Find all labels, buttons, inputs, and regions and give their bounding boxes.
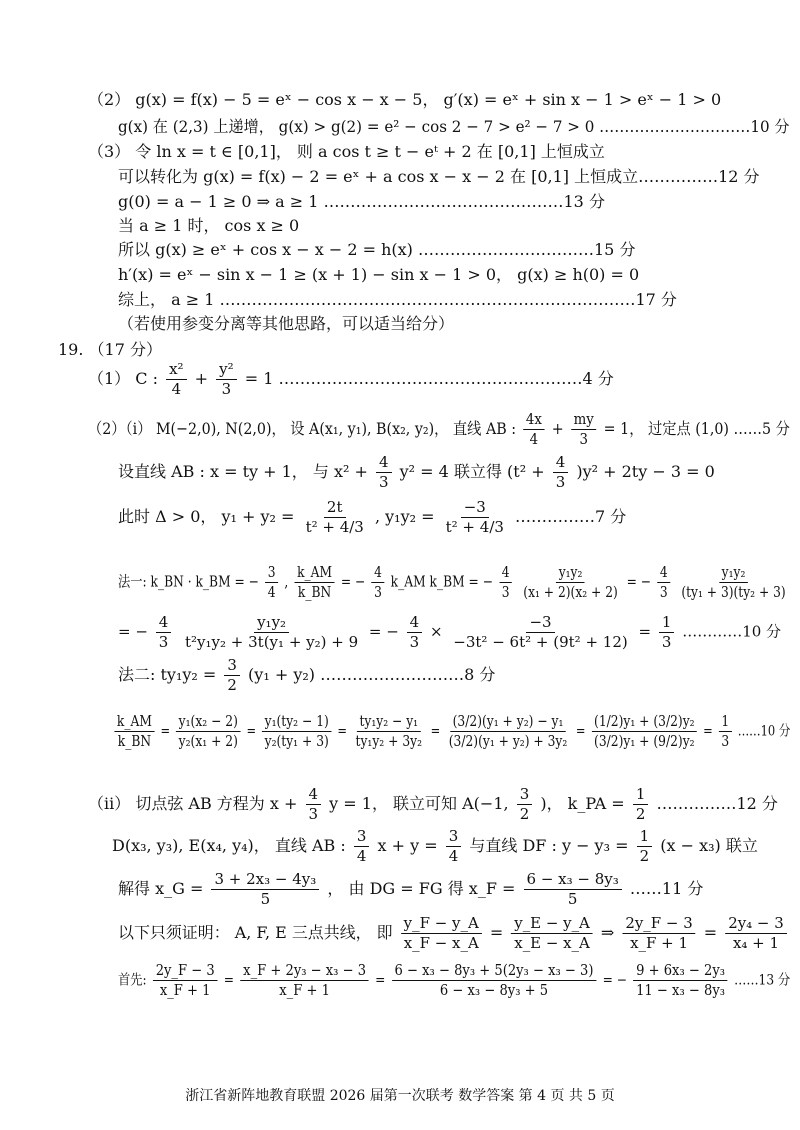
frac-den: −3t² − 6t² + (9t² + 12) — [453, 633, 628, 651]
frac-den: x_E − x_A — [514, 934, 590, 952]
ii5-lead: 首先: — [118, 972, 147, 989]
frac-den: 2 — [519, 805, 530, 823]
setline-tail: )y² + 2ty − 3 = 0 — [576, 462, 715, 481]
ii5-e1: = — [223, 972, 235, 989]
m1a-frac-1 — [265, 563, 278, 602]
q19-method2-line-a — [118, 656, 495, 695]
frac-den: 3 — [555, 473, 566, 491]
m2b-e2: = — [246, 723, 257, 740]
frac-den: 3 — [721, 732, 730, 750]
frac-den: 4 — [267, 583, 276, 601]
part3-line-4: 当 a ≥ 1 时， cos x ≥ 0 — [118, 216, 300, 235]
m1b-frac-1 — [156, 613, 172, 652]
frac-num: 6 − x₃ − 8y₃ + 5(2y₃ − x₃ − 3) — [392, 961, 596, 981]
delta-frac-prod — [443, 498, 507, 537]
m2b-frac-7 — [719, 712, 732, 751]
ii1-frac-1 — [306, 785, 322, 824]
m1a-lead: 法一: k_BN · k_BM = − — [118, 572, 259, 591]
frac-den: 3 — [501, 583, 510, 601]
frac-num: 3 + 2x₃ − 4y₃ — [211, 870, 319, 890]
frac-den: (x₁ + 2)(x₂ + 2) — [523, 583, 618, 601]
frac-den: 3 — [661, 633, 672, 651]
q19-p1-lead: （1） C : — [88, 369, 158, 388]
frac-den: 3 — [221, 380, 232, 398]
ii5-frac-1 — [153, 961, 217, 1000]
q19-p1-plus: + — [194, 369, 209, 388]
frac-num: k_AM — [114, 712, 154, 732]
m1a-frac-3 — [372, 563, 385, 602]
frac-den: 2 — [227, 676, 237, 694]
frac-den: y₂(ty₁ + 3) — [264, 732, 329, 750]
frac-num: y² — [216, 360, 237, 380]
frac-den: 3 — [158, 633, 169, 651]
q19-method2-line-b — [112, 712, 790, 751]
frac-num: −3 — [461, 498, 489, 518]
frac-den: 4 — [171, 380, 182, 398]
m1a-frac-6 — [657, 563, 670, 602]
frac-num: 4 — [657, 563, 670, 583]
q19-setline — [118, 453, 715, 492]
page-footer: 浙江省新阵地教育联盟 2026 届第一次联考 数学答案 第 4 页 共 5 页 — [185, 1088, 615, 1104]
m1a-frac-5 — [521, 563, 620, 602]
q19-p1-frac-y — [216, 360, 237, 399]
m1a-frac-4 — [499, 563, 512, 602]
ii1-frac-2 — [517, 785, 533, 824]
frac-num: y_F − y_A — [401, 914, 482, 934]
frac-num: my — [571, 410, 597, 430]
frac-num: 1 — [633, 785, 649, 805]
frac-num: 4 — [156, 613, 172, 633]
frac-den: (ty₁ + 3)(ty₂ + 3) — [681, 583, 786, 601]
setline-frac-1 — [376, 453, 392, 492]
ii3-mid: ， 由 DG = FG 得 x_F = — [327, 879, 516, 898]
frac-den: 6 − x₃ − 8y₃ + 5 — [439, 981, 549, 999]
ii2-frac-1 — [354, 827, 370, 866]
part3-line-2: 可以转化为 g(x) = f(x) − 2 = eˣ + a cos x − x − 2 在 [0,1] 上恒成立……………12 分 — [118, 167, 760, 186]
frac-num: 1 — [637, 827, 653, 847]
m1b-c3: = — [638, 622, 652, 641]
ii2-frac-2 — [446, 827, 462, 866]
m2b-e6: = — [703, 723, 713, 740]
q19-method1-line-a — [118, 563, 791, 602]
frac-den: k_BN — [297, 583, 332, 601]
m2b-e1: = — [160, 723, 171, 740]
frac-num: 3 — [354, 827, 370, 847]
ii2-lead: D(x₃, y₃), E(x₄, y₄)， 直线 AB : — [112, 836, 346, 855]
frac-den: x_F + 1 — [279, 981, 330, 999]
ii2-tail: (x − x₃) 联立 — [660, 836, 758, 855]
q19-delta-line — [118, 498, 626, 537]
m2b-frac-6 — [592, 712, 697, 751]
ii4-frac-1 — [401, 914, 482, 953]
ii3-lead: 解得 x_G = — [118, 879, 204, 898]
frac-den: 3 — [374, 583, 382, 601]
frac-den: x_F − x_A — [403, 934, 479, 952]
m1b-frac-2 — [182, 613, 361, 652]
ii2-frac-3 — [637, 827, 653, 866]
ii2-mid: x + y = — [377, 836, 438, 855]
frac-num: −3 — [526, 613, 554, 633]
frac-den: 2 — [635, 805, 646, 823]
ii4-frac-4 — [725, 914, 787, 953]
frac-num: 6 − x₃ − 8y₃ — [524, 870, 622, 890]
frac-num: 3 — [517, 785, 533, 805]
part2-line-1: （2） g(x) = f(x) − 5 = eˣ − cos x − x − 5， g′(x) = eˣ + sin x − 1 > eˣ − 1 > 0 — [88, 90, 722, 109]
ii5-tail: ……13 分 — [734, 972, 791, 989]
ii4-frac-2 — [511, 914, 593, 953]
ii5-e3: = − — [602, 972, 627, 989]
frac-num: 3 — [224, 656, 240, 676]
frac-num: 4 — [376, 453, 392, 473]
frac-den: 3 — [409, 633, 420, 651]
m1a-c4: = − — [626, 572, 652, 591]
ii1-mid2: )， k_PA = — [540, 794, 625, 813]
frac-num: y₁y₂ — [254, 613, 289, 633]
ii5-frac-4 — [633, 961, 727, 1000]
q19-p2i-lead: （2）（i） M(−2,0), N(2,0)， 设 A(x₁, y₁), B(x₂, y₂)， 直线 AB : — [88, 419, 517, 438]
ii1-frac-3 — [633, 785, 649, 824]
q19-part2i-line — [88, 410, 790, 449]
frac-den: (3/2)(y₁ + y₂) + 3y₂ — [448, 732, 568, 750]
part3-line-6: h′(x) = eˣ − sin x − 1 ≥ (x + 1) − sin x − 1 > 0， g(x) ≥ h(0) = 0 — [118, 265, 640, 284]
ii4-e2: ⇒ — [600, 923, 615, 942]
ii4-lead: 以下只须证明： A, F, E 三点共线， 即 — [118, 923, 393, 942]
ii1-lead: （ii） 切点弦 AB 方程为 x + — [88, 794, 298, 813]
frac-num: 2y_F − 3 — [622, 914, 695, 934]
frac-num: 1 — [719, 712, 732, 732]
frac-num: y_E − y_A — [511, 914, 593, 934]
q19-p2i-plus: + — [551, 419, 564, 438]
frac-den: 3 — [659, 583, 668, 601]
frac-num: 9 + 6x₃ − 2y₃ — [633, 961, 727, 981]
frac-num: 3 — [265, 563, 278, 583]
frac-den: t² + 4/3 — [305, 518, 364, 536]
frac-den: y₂(x₁ + 2) — [178, 732, 238, 750]
frac-den: 2 — [639, 847, 650, 865]
m1a-frac-7 — [679, 563, 788, 602]
part3-line-8: （若使用参变分离等其他思路，可以适当给分） — [118, 314, 455, 333]
frac-den: 4 — [356, 847, 367, 865]
m1b-frac-5 — [659, 613, 675, 652]
m2b-frac-5 — [446, 712, 569, 751]
delta-tail: ……………7 分 — [515, 507, 627, 526]
m2b-frac-3 — [262, 712, 331, 751]
m1b-c1: = − — [368, 622, 399, 641]
frac-den: 3 — [379, 473, 389, 491]
m1b-frac-3 — [407, 613, 423, 652]
q19-p1-tail: = 1 …………………………………………………4 分 — [244, 369, 614, 388]
ii1-tail: ……………12 分 — [656, 794, 778, 813]
frac-den: 4 — [529, 430, 539, 448]
frac-den: t² + 4/3 — [445, 518, 504, 536]
m2b-e3: = — [337, 723, 347, 740]
frac-den: k_BN — [117, 732, 152, 750]
ii1-mid: y = 1， 联立可知 A(−1, — [329, 794, 509, 813]
q19-p2i-frac-1 — [523, 410, 544, 449]
q19-part1-line — [88, 360, 614, 399]
m1a-frac-2 — [295, 563, 335, 602]
frac-num: 2t — [324, 498, 346, 518]
frac-num: y₁y₂ — [719, 563, 748, 583]
part3-line-1: （3） 令 ln x = t ∈ [0,1]， 则 a cos t ≥ t − eᵗ + 2 在 [0,1] 上恒成立 — [88, 142, 605, 161]
frac-num: 2y₄ − 3 — [725, 914, 787, 934]
m1a-c2: = − — [340, 572, 366, 591]
frac-num: ty₁y₂ − y₁ — [357, 712, 421, 732]
ii4-e3: = — [703, 923, 718, 942]
frac-den: x_F + 1 — [159, 981, 211, 999]
frac-den: 5 — [260, 890, 271, 908]
q19-method1-line-b — [118, 613, 781, 652]
part3-line-7: 综上， a ≥ 1 ……………………………………………………………………17 分 — [118, 290, 677, 309]
frac-num: 4 — [306, 785, 322, 805]
m2b-e5: = — [575, 723, 586, 740]
part2-line-2: g(x) 在 (2,3) 上递增， g(x) > g(2) = e² − cos 2 − 7 > e² − 7 > 0 …………………………10 分 — [118, 117, 790, 136]
frac-den: 4 — [448, 847, 459, 865]
delta-frac-sum — [303, 498, 367, 537]
q19-ii-line-4 — [118, 914, 790, 953]
delta-mid: , y₁y₂ = — [374, 507, 435, 526]
m2b-frac-2 — [176, 712, 240, 751]
frac-num: x² — [166, 360, 186, 380]
frac-num: 4 — [372, 563, 385, 583]
frac-num: 4 — [407, 613, 423, 633]
ii3-frac-2 — [524, 870, 622, 909]
frac-num: 1 — [659, 613, 675, 633]
m2a-lead: 法二: ty₁y₂ = — [118, 665, 217, 684]
q19-p2i-frac-2 — [571, 410, 597, 449]
q19-p2i-tail: = 1， 过定点 (1,0) ……5 分 — [603, 419, 790, 438]
setline-mid: y² = 4 联立得 (t² + — [399, 462, 545, 481]
ii3-frac-1 — [211, 870, 319, 909]
q19-p1-frac-x — [166, 360, 186, 399]
m2b-tail: ……10 分 — [737, 723, 791, 740]
q19-ii-line-3 — [118, 870, 703, 909]
ii5-frac-2 — [241, 961, 369, 1000]
ii2-mid2: 与直线 DF : y − y₃ = — [469, 836, 629, 855]
frac-den: x₄ + 1 — [732, 934, 779, 952]
frac-num: 3 — [446, 827, 462, 847]
ii4-e1: = — [489, 923, 504, 942]
frac-num: (3/2)(y₁ + y₂) − y₁ — [450, 712, 566, 732]
m1a-c1: , — [284, 572, 289, 591]
part3-line-5: 所以 g(x) ≥ eˣ + cos x − x − 2 = h(x) ……………………………15 分 — [118, 240, 636, 259]
q19-ii-line-5 — [118, 961, 790, 1000]
frac-num: 4 — [499, 563, 512, 583]
frac-num: 2y_F − 3 — [153, 961, 217, 981]
m2b-frac-1 — [114, 712, 154, 751]
frac-num: 4x — [523, 410, 544, 430]
frac-num: y₁(x₂ − 2) — [176, 712, 240, 732]
ii3-tail: ……11 分 — [629, 879, 704, 898]
setline-lead: 设直线 AB : x = ty + 1， 与 x² + — [118, 462, 368, 481]
delta-lead: 此时 Δ > 0， y₁ + y₂ = — [118, 507, 295, 526]
frac-num: k_AM — [295, 563, 335, 583]
m1b-tail: …………10 分 — [682, 622, 782, 641]
ii4-frac-3 — [622, 914, 695, 953]
frac-num: (1/2)y₁ + (3/2)y₂ — [592, 712, 697, 732]
frac-num: 4 — [553, 453, 569, 473]
frac-den: x_F + 1 — [630, 934, 688, 952]
frac-num: y₁(ty₂ − 1) — [262, 712, 331, 732]
m2b-e4: = — [430, 723, 441, 740]
ii5-frac-3 — [392, 961, 596, 1000]
frac-den: t²y₁y₂ + 3t(y₁ + y₂) + 9 — [185, 633, 359, 651]
m1b-lead: = − — [118, 622, 148, 641]
ii5-e2: = — [375, 972, 386, 989]
m2b-frac-4 — [353, 712, 424, 751]
frac-den: 11 − x₃ − 8y₃ — [636, 981, 725, 999]
frac-den: 3 — [308, 805, 319, 823]
setline-frac-2 — [553, 453, 569, 492]
q19-ii-line-1 — [88, 785, 778, 824]
q19-header: 19. （17 分） — [58, 340, 162, 359]
frac-num: y₁y₂ — [556, 563, 585, 583]
m1b-c2: × — [429, 622, 443, 641]
m2a-frac — [224, 656, 240, 695]
frac-den: 3 — [579, 430, 588, 448]
part3-line-3: g(0) = a − 1 ≥ 0 ⇒ a ≥ 1 ………………………………………13 分 — [118, 192, 605, 211]
m1b-frac-4 — [450, 613, 630, 652]
q19-ii-line-2 — [112, 827, 758, 866]
m2a-tail: (y₁ + y₂) ………………………8 分 — [248, 665, 496, 684]
m1a-c3: k_AM k_BM = − — [390, 572, 493, 591]
frac-den: (3/2)y₁ + (9/2)y₂ — [594, 732, 695, 750]
frac-den: 5 — [567, 890, 578, 908]
frac-den: ty₁y₂ + 3y₂ — [355, 732, 423, 750]
frac-num: x_F + 2y₃ − x₃ − 3 — [241, 961, 369, 981]
